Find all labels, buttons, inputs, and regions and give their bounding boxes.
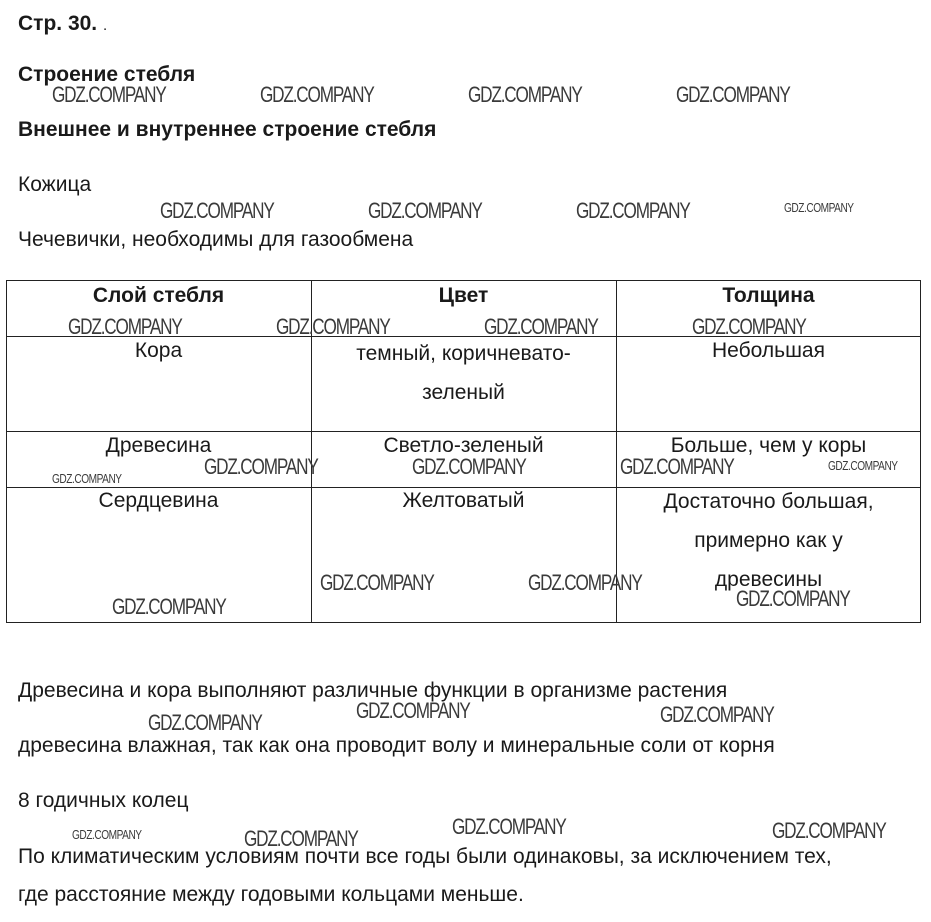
section-heading: Строение стебля	[18, 63, 196, 86]
watermark: GDZ.COMPANY	[736, 586, 850, 611]
watermark: GDZ.COMPANY	[772, 818, 886, 843]
watermark: GDZ.COMPANY	[356, 698, 470, 723]
watermark: GDZ.COMPANY	[784, 200, 854, 215]
conclusion-1: Древесина и кора выполняют различные функции в организме растения	[18, 679, 728, 702]
watermark: GDZ.COMPANY	[368, 198, 482, 223]
conclusion-4-line-1: По климатическим условиям почти все годы были одинаковы, за исключением тех,	[18, 845, 832, 868]
watermark: GDZ.COMPANY	[260, 82, 374, 107]
watermark: GDZ.COMPANY	[468, 82, 582, 107]
page-number: Стр. 30. .	[18, 12, 108, 35]
conclusion-4-line-2: где расстояние между годовыми кольцами меньше.	[18, 883, 524, 906]
table-cell-color: темный, коричневато- зеленый	[356, 342, 571, 404]
table-cell-thickness: Небольшая	[712, 339, 825, 362]
watermark: GDZ.COMPANY	[528, 570, 642, 595]
watermark: GDZ.COMPANY	[320, 570, 434, 595]
watermark: GDZ.COMPANY	[204, 454, 318, 479]
watermark: GDZ.COMPANY	[676, 82, 790, 107]
table-border-top	[6, 280, 921, 281]
watermark: GDZ.COMPANY	[660, 702, 774, 727]
watermark: GDZ.COMPANY	[828, 458, 898, 473]
table-cell-layer: Сердцевина	[98, 489, 219, 512]
watermark: GDZ.COMPANY	[244, 826, 358, 851]
table-cell-thickness: Больше, чем у коры	[670, 434, 867, 457]
table-cell-color: Желтоватый	[402, 489, 525, 512]
watermark: GDZ.COMPANY	[452, 814, 566, 839]
watermark: GDZ.COMPANY	[112, 594, 226, 619]
table-header-layer: Слой стебля	[92, 284, 225, 307]
watermark: GDZ.COMPANY	[160, 198, 274, 223]
watermark: GDZ.COMPANY	[692, 314, 806, 339]
watermark: GDZ.COMPANY	[276, 314, 390, 339]
watermark: GDZ.COMPANY	[52, 471, 122, 486]
table-cell-color: Светло-зеленый	[383, 434, 544, 457]
watermark: GDZ.COMPANY	[52, 82, 166, 107]
watermark: GDZ.COMPANY	[412, 454, 526, 479]
watermark: GDZ.COMPANY	[620, 454, 734, 479]
table-cell-thickness: Достаточно большая, примерно как у древесины	[663, 490, 874, 591]
conclusion-3: 8 годичных колец	[18, 789, 189, 812]
table-border-bottom	[6, 622, 921, 623]
conclusion-2: древесина влажная, так как она проводит волу и минеральные соли от корня	[18, 734, 775, 757]
table-cell-layer: Кора	[134, 339, 183, 362]
table-cell-layer: Древесина	[105, 434, 212, 457]
table-header-thickness: Толщина	[722, 284, 815, 307]
watermark: GDZ.COMPANY	[148, 710, 262, 735]
watermark: GDZ.COMPANY	[484, 314, 598, 339]
watermark: GDZ.COMPANY	[72, 827, 142, 842]
watermark: GDZ.COMPANY	[68, 314, 182, 339]
answer-1: Кожица	[18, 173, 92, 196]
answer-2: Чечевички, необходимы для газообмена	[18, 228, 414, 251]
watermark: GDZ.COMPANY	[576, 198, 690, 223]
table-header-color: Цвет	[438, 284, 489, 307]
subsection-heading: Внешнее и внутреннее строение стебля	[18, 118, 437, 141]
